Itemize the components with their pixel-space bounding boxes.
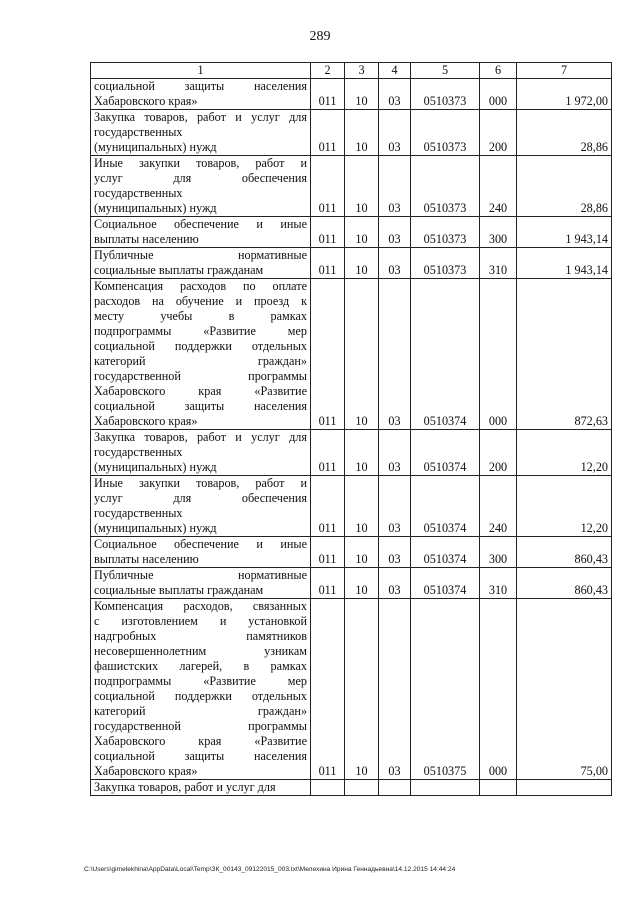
cell-c5: 0510373: [411, 156, 480, 217]
file-path-footer: C:\Users\gimelekhina\AppData\Local\Temp\ЗК_00143_09122015_003.txt\Мелехина Ирина Геннадьевна\14.12.2015 14:44:24: [84, 866, 456, 873]
cell-c2: [311, 780, 345, 796]
cell-c2: 011: [311, 279, 345, 430]
row-description: [91, 156, 311, 217]
description-line: государственных: [94, 125, 183, 139]
cell-c5: 0510373: [411, 79, 480, 110]
description-line: Иные закупки товаров, работ и: [94, 156, 307, 170]
row-description: [91, 599, 311, 780]
cell-c3: 10: [345, 156, 379, 217]
cell-c3: 10: [345, 248, 379, 279]
row-description: [91, 79, 311, 110]
description-line: категорий граждан»: [94, 704, 307, 718]
description-line: (муниципальных) нужд: [94, 201, 217, 215]
table-row: [91, 248, 612, 279]
cell-c7: [517, 780, 612, 796]
description-line: социальной защиты населения: [94, 399, 307, 413]
table-row: [91, 476, 612, 537]
description-line: социальные выплаты гражданам: [94, 263, 264, 277]
cell-c4: 03: [379, 279, 411, 430]
cell-c5: 0510374: [411, 568, 480, 599]
description-line: государственных: [94, 506, 183, 520]
cell-c5: 0510374: [411, 430, 480, 476]
cell-c4: 03: [379, 110, 411, 156]
table-row: [91, 79, 612, 110]
description-line: Хабаровского края»: [94, 94, 198, 108]
table-row: [91, 430, 612, 476]
description-line: Закупка товаров, работ и услуг для: [94, 780, 276, 794]
cell-c5: 0510375: [411, 599, 480, 780]
cell-c6: 200: [480, 430, 517, 476]
cell-c7: 75,00: [517, 599, 612, 780]
cell-c4: [379, 780, 411, 796]
cell-c4: 03: [379, 599, 411, 780]
description-line: Закупка товаров, работ и услуг для: [94, 110, 307, 124]
cell-c3: 10: [345, 599, 379, 780]
cell-c3: [345, 780, 379, 796]
description-line: социальной защиты населения: [94, 749, 307, 763]
description-line: услуг для обеспечения: [94, 491, 307, 505]
description-line: (муниципальных) нужд: [94, 140, 217, 154]
cell-c7: 12,20: [517, 430, 612, 476]
cell-c3: 10: [345, 217, 379, 248]
column-header: 4: [379, 63, 411, 79]
row-description: [91, 217, 311, 248]
row-description: [91, 110, 311, 156]
cell-c7: 28,86: [517, 156, 612, 217]
description-line: социальные выплаты гражданам: [94, 583, 264, 597]
cell-c6: 310: [480, 568, 517, 599]
column-header: 5: [411, 63, 480, 79]
cell-c6: 200: [480, 110, 517, 156]
cell-c6: 000: [480, 279, 517, 430]
description-line: социальной поддержки отдельных: [94, 339, 307, 353]
description-line: государственной программы: [94, 369, 307, 383]
cell-c6: 240: [480, 476, 517, 537]
cell-c7: 860,43: [517, 568, 612, 599]
description-line: надгробных памятников: [94, 629, 307, 643]
description-line: Хабаровского края «Развитие: [94, 384, 307, 398]
table-row: [91, 568, 612, 599]
column-header: 2: [311, 63, 345, 79]
row-description: [91, 537, 311, 568]
description-line: Хабаровского края»: [94, 414, 198, 428]
row-description: [91, 430, 311, 476]
table-row: [91, 156, 612, 217]
column-header: 1: [91, 63, 311, 79]
cell-c6: 240: [480, 156, 517, 217]
cell-c7: 12,20: [517, 476, 612, 537]
cell-c2: 011: [311, 79, 345, 110]
description-line: Хабаровского края «Развитие: [94, 734, 307, 748]
description-line: Компенсация расходов, связанных: [94, 599, 307, 613]
description-line: Социальное обеспечение и иные: [94, 217, 307, 231]
cell-c4: 03: [379, 79, 411, 110]
cell-c4: 03: [379, 568, 411, 599]
description-line: (муниципальных) нужд: [94, 521, 217, 535]
description-line: государственных: [94, 186, 183, 200]
description-line: Компенсация расходов по оплате: [94, 279, 307, 293]
cell-c2: 011: [311, 217, 345, 248]
cell-c6: 310: [480, 248, 517, 279]
cell-c7: 28,86: [517, 110, 612, 156]
row-description: [91, 279, 311, 430]
cell-c5: 0510374: [411, 476, 480, 537]
row-description: [91, 780, 311, 796]
description-line: месту учебы в рамках: [94, 309, 307, 323]
description-line: несовершеннолетним узникам: [94, 644, 307, 658]
cell-c5: [411, 780, 480, 796]
cell-c5: 0510373: [411, 110, 480, 156]
cell-c6: [480, 780, 517, 796]
cell-c5: 0510374: [411, 279, 480, 430]
description-line: государственной программы: [94, 719, 307, 733]
table-row: [91, 110, 612, 156]
cell-c6: 000: [480, 79, 517, 110]
description-line: подпрограммы «Развитие мер: [94, 324, 307, 338]
description-line: подпрограммы «Развитие мер: [94, 674, 307, 688]
cell-c3: 10: [345, 79, 379, 110]
cell-c2: 011: [311, 248, 345, 279]
cell-c4: 03: [379, 537, 411, 568]
cell-c3: 10: [345, 430, 379, 476]
description-line: выплаты населению: [94, 232, 199, 246]
cell-c7: 872,63: [517, 279, 612, 430]
description-line: Социальное обеспечение и иные: [94, 537, 307, 551]
cell-c5: 0510374: [411, 537, 480, 568]
cell-c3: 10: [345, 537, 379, 568]
cell-c2: 011: [311, 156, 345, 217]
description-line: услуг для обеспечения: [94, 171, 307, 185]
table-row: [91, 279, 612, 430]
cell-c6: 300: [480, 217, 517, 248]
column-header: 6: [480, 63, 517, 79]
description-line: Иные закупки товаров, работ и: [94, 476, 307, 490]
description-line: социальной защиты населения: [94, 79, 307, 93]
description-line: социальной поддержки отдельных: [94, 689, 307, 703]
table-row: [91, 537, 612, 568]
cell-c3: 10: [345, 279, 379, 430]
description-line: (муниципальных) нужд: [94, 460, 217, 474]
description-line: выплаты населению: [94, 552, 199, 566]
cell-c5: 0510373: [411, 248, 480, 279]
cell-c7: 1 943,14: [517, 248, 612, 279]
table-header-row: [91, 63, 612, 79]
cell-c3: 10: [345, 110, 379, 156]
cell-c3: 10: [345, 476, 379, 537]
cell-c5: 0510373: [411, 217, 480, 248]
description-line: государственных: [94, 445, 183, 459]
page-number: 289: [309, 29, 331, 44]
table-row: [91, 599, 612, 780]
description-line: Публичные нормативные: [94, 568, 307, 582]
cell-c6: 300: [480, 537, 517, 568]
description-line: Хабаровского края»: [94, 764, 198, 778]
cell-c2: 011: [311, 568, 345, 599]
cell-c2: 011: [311, 110, 345, 156]
description-line: с изготовлением и установкой: [94, 614, 307, 628]
cell-c2: 011: [311, 599, 345, 780]
description-line: Закупка товаров, работ и услуг для: [94, 430, 307, 444]
description-line: фашистских лагерей, в рамках: [94, 659, 307, 673]
description-line: Публичные нормативные: [94, 248, 307, 262]
row-description: [91, 568, 311, 599]
column-header: 7: [517, 63, 612, 79]
cell-c2: 011: [311, 537, 345, 568]
cell-c4: 03: [379, 248, 411, 279]
cell-c6: 000: [480, 599, 517, 780]
description-line: расходов на обучение и проезд к: [94, 294, 307, 308]
budget-table: [90, 62, 612, 796]
cell-c4: 03: [379, 217, 411, 248]
table-row: [91, 217, 612, 248]
row-description: [91, 476, 311, 537]
cell-c7: 1 943,14: [517, 217, 612, 248]
cell-c7: 1 972,00: [517, 79, 612, 110]
row-description: [91, 248, 311, 279]
cell-c2: 011: [311, 430, 345, 476]
description-line: категорий граждан»: [94, 354, 307, 368]
cell-c4: 03: [379, 430, 411, 476]
cell-c3: 10: [345, 568, 379, 599]
table-row: [91, 780, 612, 796]
cell-c2: 011: [311, 476, 345, 537]
cell-c7: 860,43: [517, 537, 612, 568]
cell-c4: 03: [379, 476, 411, 537]
column-header: 3: [345, 63, 379, 79]
cell-c4: 03: [379, 156, 411, 217]
